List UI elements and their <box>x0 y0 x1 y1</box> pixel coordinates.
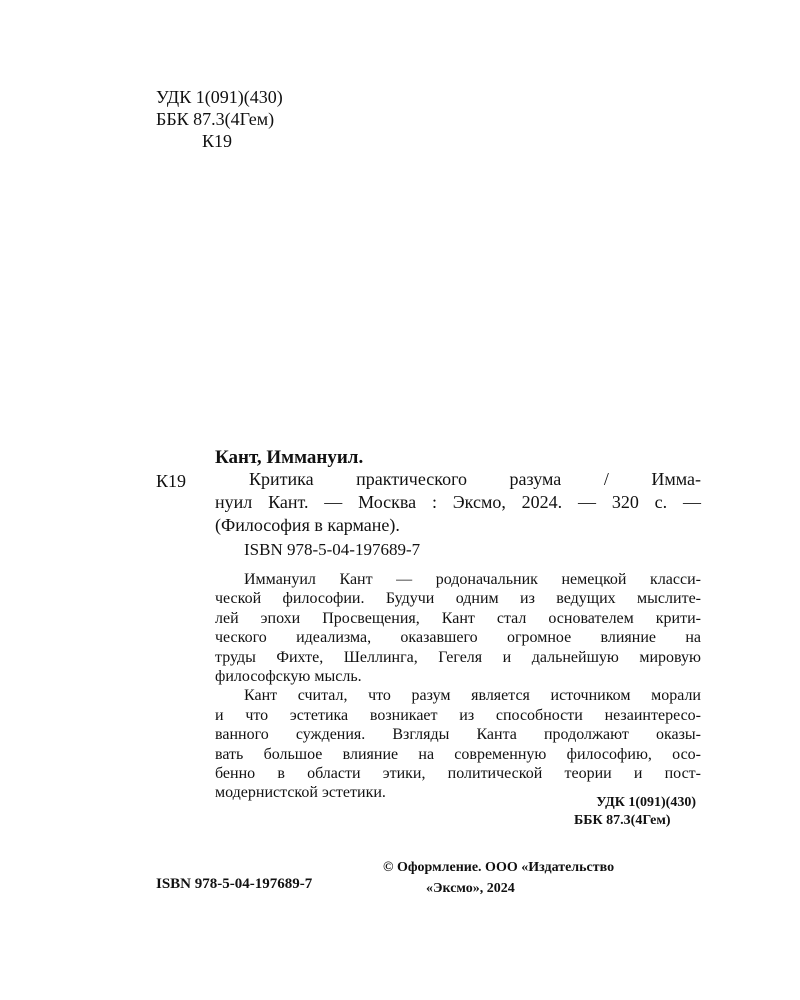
bottom-udk-code: УДК 1(091)(430) <box>596 795 696 810</box>
annotation-line: модернистской эстетики. <box>215 784 386 802</box>
author-mark: К19 <box>202 131 233 151</box>
annotation-line: вать большое влияние на современную философию, осо- <box>215 745 701 763</box>
biblio-line: нуил Кант. — Москва : Эксмо, 2024. — 320 с. — <box>215 492 701 512</box>
author-heading: Кант, Иммануил. <box>215 447 364 468</box>
copyright-notice <box>383 857 614 899</box>
copyright-line: «Эксмо», 2024 <box>426 881 515 896</box>
footer-isbn: ISBN 978-5-04-197689-7 <box>156 876 313 892</box>
bottom-classification-codes <box>500 794 696 830</box>
copyright-line: © Оформление. ООО «Издательство <box>383 860 615 875</box>
annotation-line: Кант считал, что разум является источником морали <box>244 687 701 705</box>
annotation-line: лей эпохи Просвещения, Кант стал основателем крити- <box>215 609 701 627</box>
top-classification-codes <box>156 86 283 152</box>
entry-author-mark: К19 <box>156 471 187 491</box>
annotation-line: философскую мысль. <box>215 668 362 686</box>
annotation-line: ческого идеализма, оказавшего огромное влияние на <box>215 629 701 647</box>
bbk-code: ББК 87.3(4Гем) <box>156 109 275 129</box>
bibliographic-description <box>215 468 701 537</box>
annotation <box>215 570 701 803</box>
udk-code: УДК 1(091)(430) <box>156 87 283 107</box>
biblio-line: Критика практического разума / Имма- <box>249 469 701 489</box>
annotation-line: ческой философии. Будучи одним из ведущих мыслите- <box>215 590 701 608</box>
annotation-line: труды Фихте, Шеллинга, Гегеля и дальнейшую мировую <box>215 648 701 666</box>
annotation-line: и что эстетика возникает из способности незаинтересо- <box>215 706 701 724</box>
biblio-line: (Философия в кармане). <box>215 515 400 535</box>
annotation-line: Иммануил Кант — родоначальник немецкой класси- <box>244 571 701 588</box>
annotation-line: бенно в области этики, политической теории и пост- <box>215 765 701 783</box>
entry-isbn: ISBN 978-5-04-197689-7 <box>244 540 421 559</box>
bottom-bbk-code: ББК 87.3(4Гем) <box>574 813 671 828</box>
annotation-line: ванного суждения. Взгляды Канта продолжают оказы- <box>215 726 701 744</box>
